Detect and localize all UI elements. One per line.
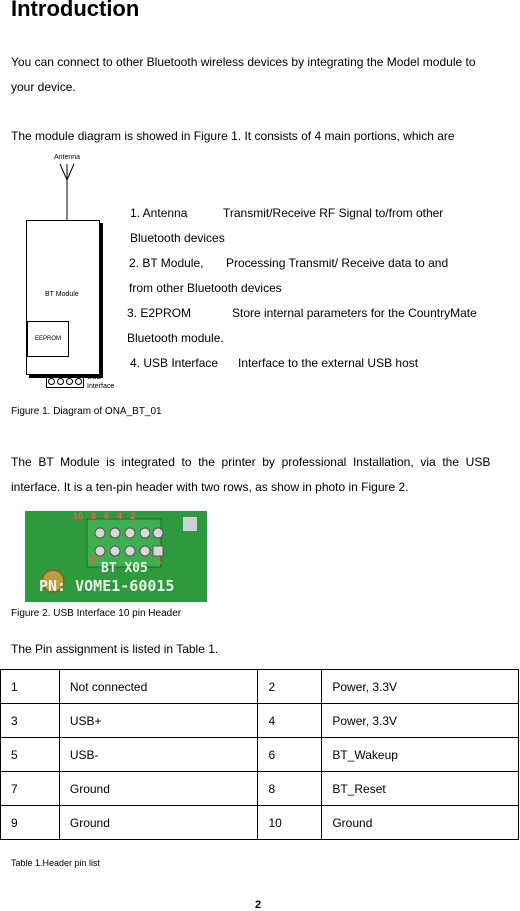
eeprom-label: EEPROM <box>34 336 61 342</box>
pin-number-1: 1 <box>157 555 163 565</box>
portion-2-cont: from other Bluetooth devices <box>129 281 282 295</box>
pin-assignment-intro: The Pin assignment is listed in Table 1. <box>11 642 219 656</box>
pin-number-9: 9 <box>91 555 97 565</box>
page-number: 2 <box>255 899 262 911</box>
intro-paragraph <box>11 50 476 100</box>
table-row <box>1 670 519 704</box>
board-text-1: BT X05 <box>101 561 148 576</box>
intro-line-2: your device. <box>11 80 76 94</box>
module-intro-line: The module diagram is showed in Figure 1. It consists of 4 main portions, which are <box>11 129 455 143</box>
table-row <box>1 806 519 840</box>
table-row <box>1 704 519 738</box>
antenna-icon <box>52 162 82 222</box>
board-text-2: PN: VOME1-60015 <box>39 577 175 595</box>
intro-line-1: You can connect to other Bluetooth wireless devices by integrating the Model module to <box>11 55 476 69</box>
bt-module-paragraph <box>11 450 511 500</box>
pin-numbers-top <box>73 511 135 521</box>
signal-cell: Power, 3.3V <box>322 704 519 738</box>
pin-cell: 4 <box>258 704 322 738</box>
pin-cell: 7 <box>1 772 60 806</box>
pin-number: 8 <box>91 511 97 521</box>
portion-3-title: 3. E2PROM <box>127 306 192 320</box>
eeprom-box <box>27 321 69 357</box>
bt-line-2: interface. It is a ten-pin header with two rows, as show in photo in Figure 2. <box>11 480 409 494</box>
signal-cell: BT_Wakeup <box>322 738 519 772</box>
pin-cell: 3 <box>1 704 60 738</box>
pin-cell: 10 <box>258 806 322 840</box>
signal-cell: USB+ <box>59 704 258 738</box>
table-row <box>1 738 519 772</box>
portion-4-desc: Interface to the external USB host <box>238 356 419 370</box>
signal-cell: Ground <box>59 772 258 806</box>
pin-cell: 9 <box>1 806 60 840</box>
figure-1-caption: Figure 1. Diagram of ONA_BT_01 <box>11 406 162 417</box>
pin-cell: 6 <box>258 738 322 772</box>
portion-2-title: 2. BT Module, <box>129 256 204 270</box>
bt-line-1: The BT Module is integrated to the printer by professional Installation, via the USB <box>11 455 491 469</box>
portion-1-cont: Bluetooth devices <box>130 231 225 245</box>
antenna-label: Antenna <box>54 154 81 161</box>
portion-3-desc: Store internal parameters for the CountryMate <box>232 306 477 320</box>
pin-number: 2 <box>130 511 136 521</box>
pin-cell: 1 <box>1 670 60 704</box>
usb-label-line-2: Interface <box>87 383 115 390</box>
pin-table <box>0 669 519 840</box>
pin-dot <box>48 378 55 385</box>
pin-number: 10 <box>73 511 84 521</box>
usb-header-photo <box>25 511 207 602</box>
signal-cell: Ground <box>322 806 519 840</box>
table-caption: Table 1.Header pin list <box>11 858 101 868</box>
pin-cell: 2 <box>258 670 322 704</box>
usb-connector-pins <box>46 375 84 388</box>
signal-cell: Not connected <box>59 670 258 704</box>
pin-dot <box>75 378 82 385</box>
signal-cell: BT_Reset <box>322 772 519 806</box>
pin-dot <box>57 378 64 385</box>
usb-label-line-1: USB <box>87 374 102 381</box>
portion-1-title: 1. Antenna <box>130 206 188 220</box>
portion-4-title: 4. USB Interface <box>130 356 219 370</box>
figure-2-caption: Figure 2. USB Interface 10 pin Header <box>11 608 182 619</box>
bt-module-box <box>26 220 100 375</box>
pin-number: 6 <box>104 511 110 521</box>
pin-cell: 5 <box>1 738 60 772</box>
table-row <box>1 772 519 806</box>
portion-1-desc: Transmit/Receive RF Signal to/from other <box>223 206 444 220</box>
pin-cell: 8 <box>258 772 322 806</box>
portion-2-desc: Processing Transmit/ Receive data to and <box>226 256 449 270</box>
signal-cell: Power, 3.3V <box>322 670 519 704</box>
bt-module-label: BT Module <box>45 291 79 298</box>
page-heading: Introduction <box>11 0 140 21</box>
signal-cell: Ground <box>59 806 258 840</box>
pin-dot <box>66 378 73 385</box>
portion-3-cont: Bluetooth module. <box>127 331 224 345</box>
usb-interface-label <box>87 373 114 391</box>
pin-number: 4 <box>117 511 123 521</box>
signal-cell: USB- <box>59 738 258 772</box>
